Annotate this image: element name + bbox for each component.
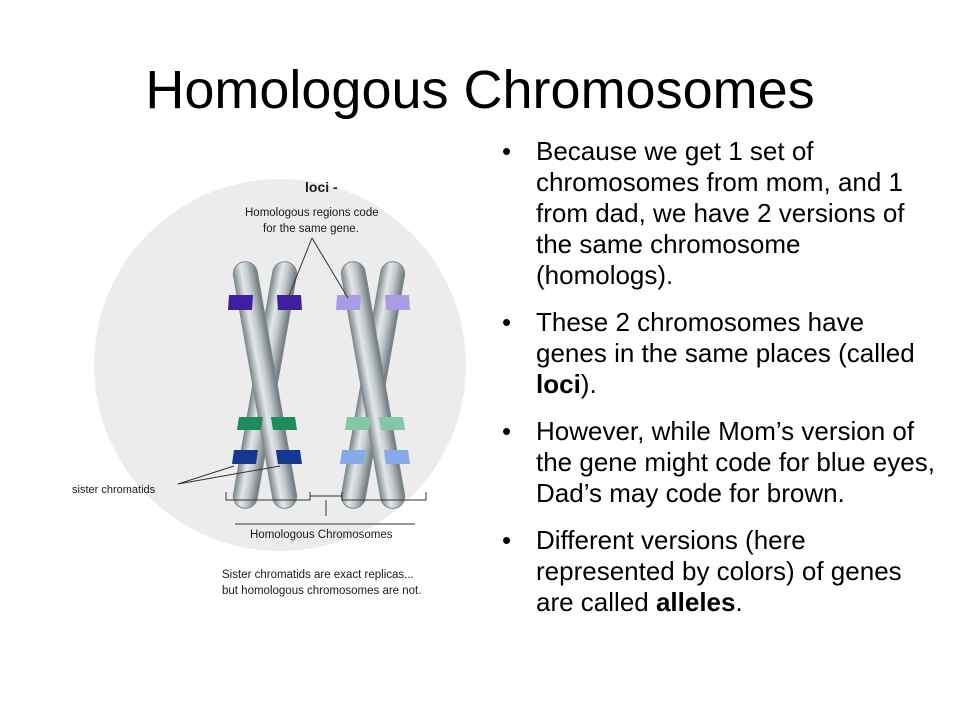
bullet-item xyxy=(500,307,940,400)
left-green-band xyxy=(237,417,263,430)
diagram-caption-line1: Sister chromatids are exact replicas... xyxy=(222,569,414,581)
loci-description-line1: Homologous regions code xyxy=(245,207,379,219)
loci-description-line2: for the same gene. xyxy=(263,223,359,235)
bullet-item xyxy=(500,525,940,618)
diagram-caption-line2: but homologous chromosomes are not. xyxy=(222,585,422,597)
bullet-text: Because we get 1 set of chromosomes from mom, and 1 from dad, we have 2 versions of the same chromosome (homologs). xyxy=(536,136,905,290)
right-blue-band xyxy=(340,450,366,464)
right-green-band xyxy=(379,417,405,430)
chromosome-diagram xyxy=(50,160,480,610)
left-blue-band xyxy=(232,450,258,464)
bullet-item xyxy=(500,136,940,291)
sister-chromatids-label: sister chromatids xyxy=(72,484,156,496)
bullet-text: ). xyxy=(580,369,597,399)
bullet-dot: • xyxy=(502,525,512,555)
bullet-text: However, while Mom’s version of the gene might code for blue eyes, Dad’s may code for brown. xyxy=(536,416,935,508)
bullet-text: Different versions (here represented by colors) of genes are called xyxy=(536,525,902,617)
left-top-band xyxy=(228,295,253,310)
bullet-keyword: loci xyxy=(536,369,581,399)
right-top-band xyxy=(385,295,410,310)
bullet-text: These 2 chromosomes have genes in the same places (called xyxy=(536,307,915,368)
homologous-chromosomes-label: Homologous Chromosomes xyxy=(250,529,393,541)
bullet-dot: • xyxy=(502,416,512,446)
right-green-band xyxy=(345,417,371,430)
left-blue-band xyxy=(276,450,302,464)
bullet-dot: • xyxy=(502,136,512,166)
right-blue-band xyxy=(384,450,410,464)
bullet-list xyxy=(500,136,940,634)
left-top-band xyxy=(277,295,302,310)
bullet-text: . xyxy=(735,587,743,617)
bullet-item xyxy=(500,416,940,509)
loci-label: loci - xyxy=(305,179,338,195)
right-top-band xyxy=(336,295,361,310)
slide-title: Homologous Chromosomes xyxy=(145,60,815,120)
left-green-band xyxy=(271,417,297,430)
bullet-keyword: alleles xyxy=(655,587,736,617)
bullet-dot: • xyxy=(502,307,512,337)
